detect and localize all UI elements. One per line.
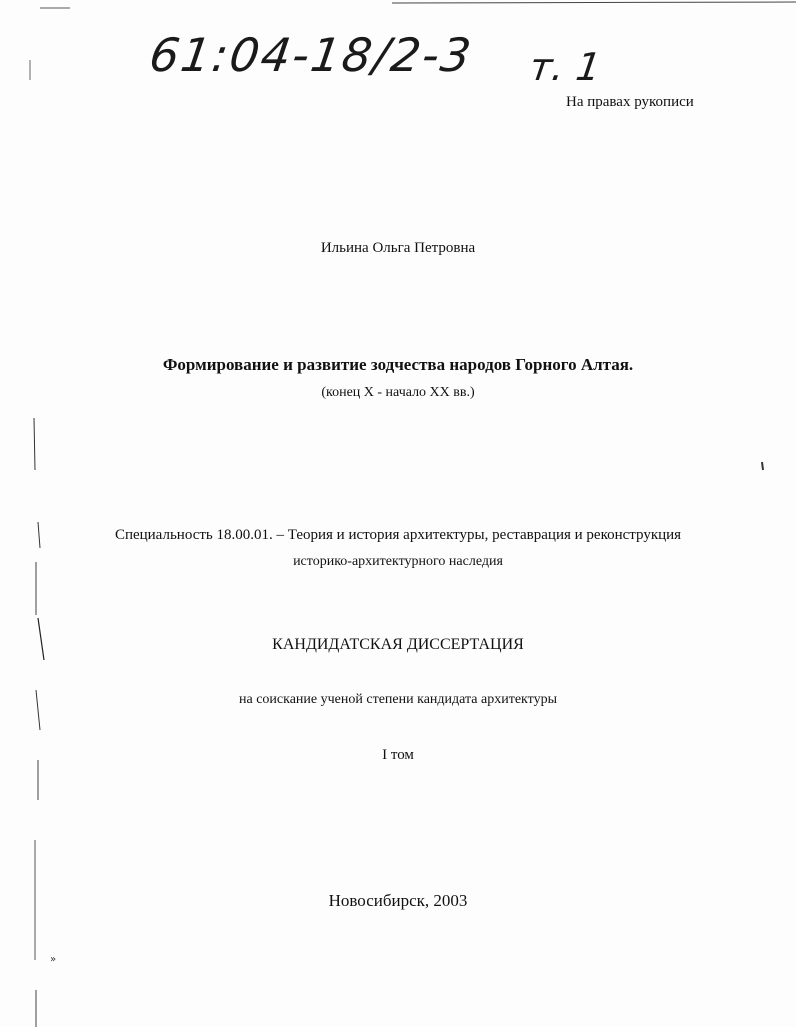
dissertation-type: КАНДИДАТСКАЯ ДИССЕРТАЦИЯ [272,636,524,653]
dissertation-period: (конец X - начало XX вв.) [321,385,475,400]
rights-notice: На правах рукописи [566,94,694,110]
handwritten-shelf-mark: 61:04-18/2-3 [146,28,477,82]
handwritten-volume-mark: т. 1 [526,45,604,89]
volume-number: I том [382,747,414,763]
specialty-line-2: историко-архитектурного наследия [293,554,503,569]
city-and-year: Новосибирск, 2003 [328,891,468,910]
degree-statement: на соискание ученой степени кандидата архитектуры [239,692,557,707]
specialty-line-1: Специальность 18.00.01. – Теория и история архитектуры, реставрация и реконструкция [114,527,682,543]
bottom-left-mark: » [50,954,57,965]
right-edge-mark [762,462,763,470]
author-name: Ильина Ольга Петровна [320,240,476,256]
dissertation-title: Формирование и развитие зодчества народов Горного Алтая. [162,355,634,374]
left-edge-mark-1 [34,418,35,470]
